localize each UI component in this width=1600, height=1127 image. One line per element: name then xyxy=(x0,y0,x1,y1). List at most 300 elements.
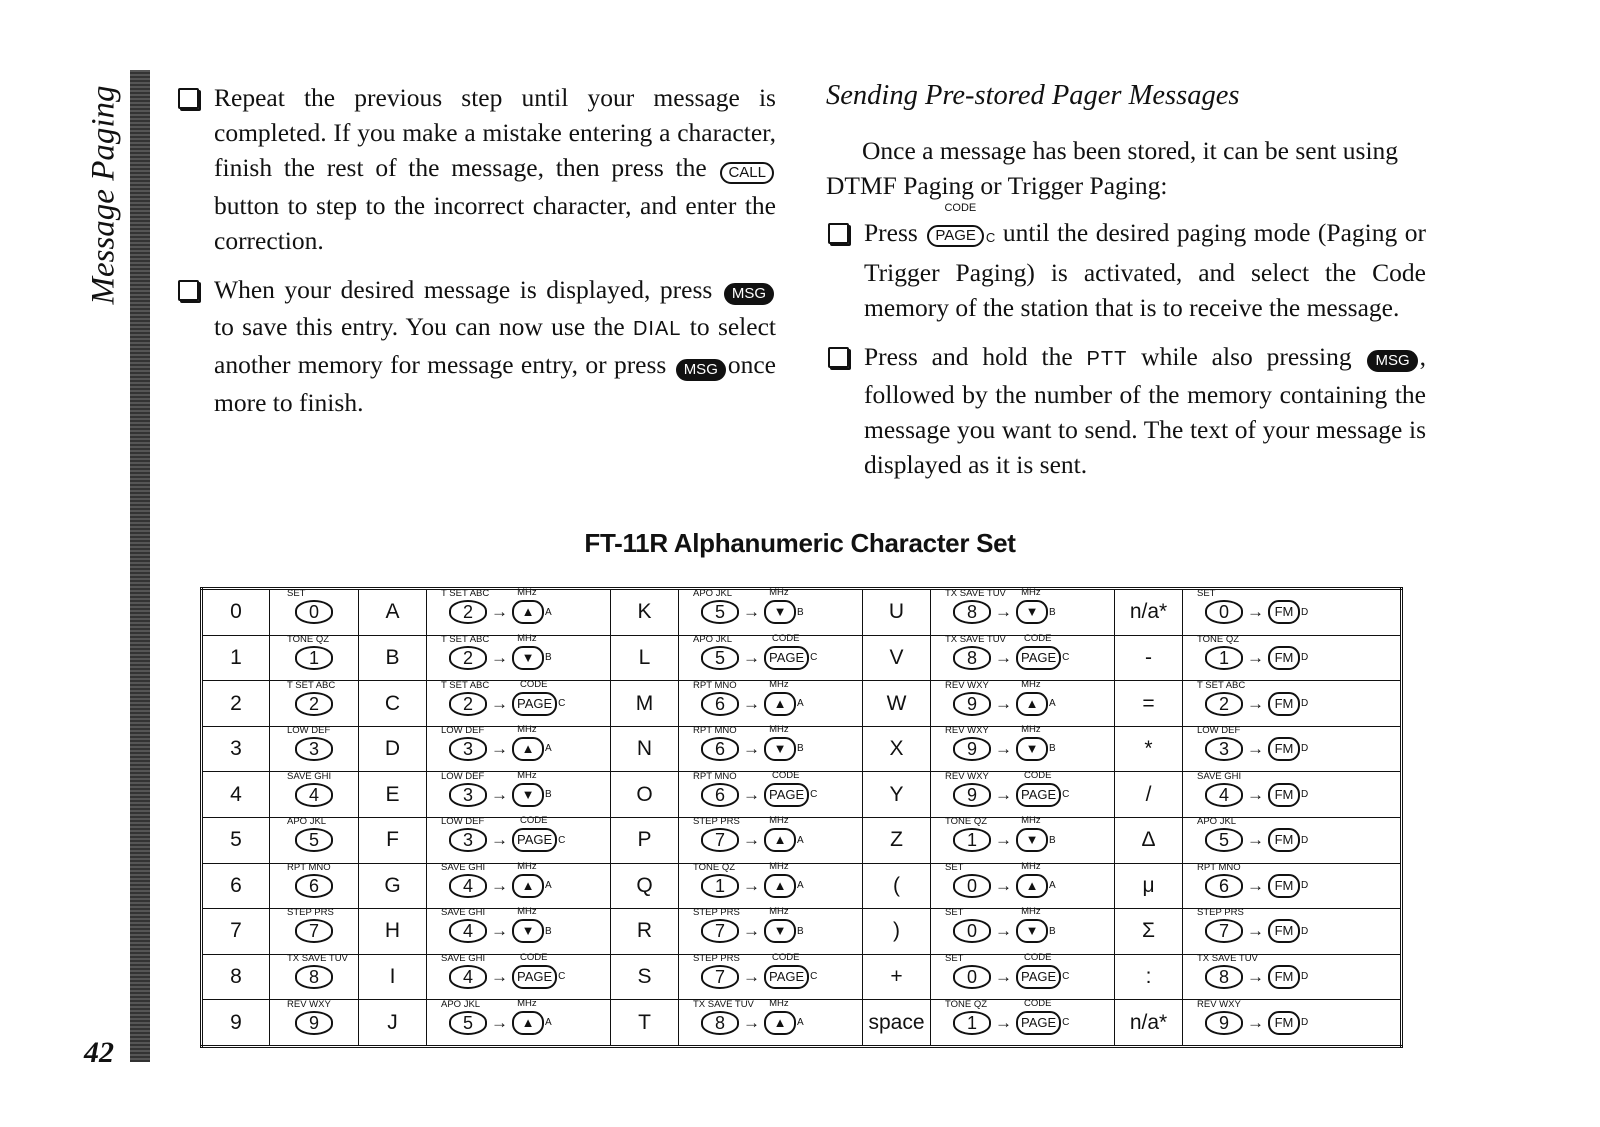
character-cell: + xyxy=(863,954,931,1000)
key-sequence-cell xyxy=(679,817,863,863)
text-run: Press xyxy=(864,218,926,247)
arrow-icon: → xyxy=(995,875,1012,895)
key-number: 5 xyxy=(701,600,739,624)
key-number: 6 xyxy=(295,874,333,898)
right-column xyxy=(826,78,1426,496)
key-function-label: CODE xyxy=(1023,632,1052,644)
key-symbol: ▲ xyxy=(764,874,796,898)
key-sequence-cell xyxy=(427,817,611,863)
key-function-label: CODE xyxy=(1023,769,1052,781)
key-sequence-cell xyxy=(270,726,359,772)
character-cell: M xyxy=(611,681,679,727)
key-suffix: A xyxy=(545,880,552,892)
key-suffix: C xyxy=(558,834,566,846)
key-number: 9 xyxy=(295,1011,333,1035)
table-row xyxy=(202,635,1402,681)
fm-key-icon xyxy=(1268,919,1308,943)
page-key-icon xyxy=(764,769,818,807)
key-function-label: SAVE GHI xyxy=(1197,770,1242,782)
number-key-icon xyxy=(1197,907,1244,943)
key-function-label: APO JKL xyxy=(693,588,733,600)
table-row xyxy=(202,589,1402,636)
key-function-label: TONE QZ xyxy=(945,816,988,828)
arrow-icon: → xyxy=(743,739,760,759)
character-cell: V xyxy=(863,635,931,681)
key-sequence-cell xyxy=(1183,1000,1402,1047)
key-suffix: B xyxy=(797,606,804,618)
text-run: while also pressing xyxy=(1127,341,1366,371)
number-key-icon xyxy=(441,861,487,898)
key-sequence-cell xyxy=(679,769,863,818)
key-number: 1 xyxy=(953,828,991,852)
key-number: 5 xyxy=(701,646,739,670)
arrow-icon: → xyxy=(995,647,1012,667)
fm-key-icon xyxy=(1268,1011,1308,1035)
key-suffix: C xyxy=(810,788,818,800)
key-function-label: APO JKL xyxy=(1197,816,1237,828)
key-sequence-cell xyxy=(1183,817,1402,863)
character-cell: K xyxy=(611,589,679,636)
page-key-icon xyxy=(1016,632,1070,670)
key-sequence-cell xyxy=(931,769,1115,818)
arrow-icon: → xyxy=(1247,921,1264,941)
key-symbol: ▼ xyxy=(764,919,796,943)
text-run: , followed by the number of the memory containing the message you want to send. The text of your message is displayed as it is sent. xyxy=(864,341,1426,479)
page-key-icon xyxy=(764,952,818,989)
key-sequence-cell xyxy=(679,632,863,681)
key-sequence-cell xyxy=(679,678,863,727)
character-cell: W xyxy=(863,681,931,727)
key-function-label: MHz xyxy=(517,860,537,872)
number-key-icon xyxy=(287,953,348,989)
key-function-label: SAVE GHI xyxy=(441,953,486,965)
key-function-label: SET xyxy=(945,953,964,965)
page-key-icon xyxy=(512,815,566,852)
number-key-icon xyxy=(287,861,333,898)
key-sequence-cell xyxy=(931,860,1115,909)
arrow-icon: → xyxy=(995,967,1012,987)
text-run: button to step to the incorrect character, and enter the correction. xyxy=(214,190,776,255)
key-suffix: D xyxy=(1301,697,1309,709)
arrow-icon: → xyxy=(743,784,760,804)
key-sequence-cell xyxy=(1183,726,1402,772)
key-function-label: LOW DEF xyxy=(287,725,331,737)
key-function-label: TONE QZ xyxy=(945,998,988,1010)
key-function-label: TX SAVE TUV xyxy=(945,633,1006,645)
table-row xyxy=(202,681,1402,727)
key-suffix: D xyxy=(1301,925,1309,937)
key-function-label: CODE xyxy=(519,815,548,827)
arrow-icon: → xyxy=(995,602,1012,622)
key-function-label: RPT MNO xyxy=(287,861,331,873)
key-sequence-cell xyxy=(931,632,1115,681)
key-suffix: A xyxy=(797,834,804,846)
arrow-icon: → xyxy=(743,693,760,713)
arrow-icon: → xyxy=(491,693,508,713)
key-suffix: B xyxy=(1049,743,1056,755)
character-cell: space xyxy=(863,1000,931,1047)
number-key-icon xyxy=(441,816,487,852)
arrow-icon: → xyxy=(1247,784,1264,804)
fm-key-icon xyxy=(1268,965,1308,989)
text-run: Repeat the previous step until your message is completed. If you make a mistake entering a character, finish the rest of the message, then press the xyxy=(214,83,776,182)
key-suffix: C xyxy=(558,971,566,983)
key-sequence-cell xyxy=(931,954,1115,1000)
number-key-icon xyxy=(693,907,740,943)
number-key-icon xyxy=(1197,679,1246,716)
key-number: 6 xyxy=(701,692,739,716)
character-cell: B xyxy=(359,635,427,681)
key-sequence-cell xyxy=(931,678,1115,727)
key-suffix: A xyxy=(545,743,552,755)
page-key-icon xyxy=(1016,997,1070,1035)
character-cell: S xyxy=(611,954,679,1000)
key-label: MSG xyxy=(724,283,774,305)
key-function-label: SAVE GHI xyxy=(441,861,486,873)
character-cell: 6 xyxy=(202,863,270,909)
key-number: 2 xyxy=(449,646,487,670)
key-symbol: PAGE xyxy=(1016,1011,1061,1035)
number-key-icon xyxy=(693,633,739,670)
number-key-icon xyxy=(287,770,333,807)
key-function-label: REV WXY xyxy=(287,998,331,1010)
section-title xyxy=(84,70,124,320)
key-symbol: FM xyxy=(1268,828,1300,852)
key-icon xyxy=(674,350,728,385)
key-symbol: ▼ xyxy=(1016,828,1048,852)
key-suffix: A xyxy=(1049,697,1056,709)
character-cell: N xyxy=(611,726,679,772)
key-suffix: D xyxy=(1301,971,1309,983)
key-symbol: PAGE xyxy=(764,646,809,670)
number-key-icon xyxy=(693,816,740,852)
key-function-label: MHz xyxy=(517,906,537,918)
key-sequence-cell xyxy=(1183,863,1402,909)
key-suffix: D xyxy=(1301,743,1309,755)
number-key-icon xyxy=(441,953,487,989)
key-symbol: FM xyxy=(1268,965,1300,989)
arrow-icon: → xyxy=(743,921,760,941)
key-function-label: SET xyxy=(1197,588,1216,600)
key-symbol: ▲ xyxy=(1016,874,1048,898)
key-function-label: RPT MNO xyxy=(1197,861,1241,873)
character-cell: I xyxy=(359,954,427,1000)
number-key-icon xyxy=(287,725,333,761)
key-number: 0 xyxy=(1205,600,1243,624)
key-symbol: FM xyxy=(1268,783,1300,807)
key-symbol: FM xyxy=(1268,600,1300,624)
key-sequence-cell xyxy=(427,906,611,955)
control-name: PTT xyxy=(1086,347,1128,370)
arrow-icon: → xyxy=(491,875,508,895)
key-function-label: SET xyxy=(287,588,306,600)
character-cell: = xyxy=(1115,681,1183,727)
key-number: 5 xyxy=(295,828,333,852)
key-symbol: PAGE xyxy=(1016,646,1061,670)
arrow-icon: → xyxy=(491,830,508,850)
arrow-icon: → xyxy=(995,693,1012,713)
key-function-label: APO JKL xyxy=(287,816,327,828)
arrow-icon: → xyxy=(1247,875,1264,895)
key-function-label: SAVE GHI xyxy=(287,770,332,782)
key-symbol: PAGE xyxy=(512,965,557,989)
key-icon xyxy=(1365,341,1419,376)
key-number: 6 xyxy=(1205,874,1243,898)
character-cell: T xyxy=(611,1000,679,1047)
character-cell: 3 xyxy=(202,726,270,772)
key-number: 1 xyxy=(295,646,333,670)
number-key-icon xyxy=(1197,770,1243,807)
arrow-icon: → xyxy=(743,830,760,850)
key-suffix: D xyxy=(1301,834,1309,846)
key-number: 7 xyxy=(701,828,739,852)
arrow-icon: → xyxy=(995,830,1012,850)
key-suffix: B xyxy=(545,925,552,937)
arrow-icon: → xyxy=(995,921,1012,941)
key-number: 9 xyxy=(953,692,991,716)
control-name: DIAL xyxy=(632,318,682,341)
key-function-label: APO JKL xyxy=(693,633,733,645)
key-function-label: SAVE GHI xyxy=(441,907,486,919)
key-number: 7 xyxy=(1205,919,1243,943)
key-suffix: C xyxy=(1062,652,1070,664)
up-key-icon xyxy=(764,997,804,1035)
key-number: 0 xyxy=(295,600,333,624)
key-number: 4 xyxy=(449,919,487,943)
key-number: 8 xyxy=(701,1011,739,1035)
character-cell: H xyxy=(359,909,427,955)
number-key-icon xyxy=(945,770,991,807)
down-key-icon xyxy=(1016,906,1056,943)
key-function-label: CODE xyxy=(771,769,800,781)
down-key-icon xyxy=(764,587,804,624)
number-key-icon xyxy=(287,907,334,943)
character-cell: ) xyxy=(863,909,931,955)
character-cell: D xyxy=(359,726,427,772)
key-sequence-cell xyxy=(679,906,863,955)
key-symbol: ▲ xyxy=(512,600,544,624)
character-cell: X xyxy=(863,726,931,772)
page-key-icon xyxy=(512,952,566,989)
key-suffix: A xyxy=(545,1016,552,1028)
key-suffix: B xyxy=(797,925,804,937)
key-number: 0 xyxy=(953,965,991,989)
key-number: 9 xyxy=(1205,1011,1243,1035)
key-number: 3 xyxy=(449,828,487,852)
number-key-icon xyxy=(693,770,739,807)
section-heading: Sending Pre-stored Pager Messages xyxy=(826,80,1240,111)
key-symbol: FM xyxy=(1268,646,1300,670)
key-function-label: REV WXY xyxy=(1197,998,1241,1010)
key-suffix: C xyxy=(1062,1016,1070,1028)
key-function-label: MHz xyxy=(769,678,789,690)
character-cell: n/a* xyxy=(1115,1000,1183,1047)
checkbox-bullet-icon xyxy=(828,347,849,368)
key-sequence-cell xyxy=(1183,589,1402,636)
key-function-label: MHz xyxy=(769,906,789,918)
arrow-icon: → xyxy=(743,875,760,895)
key-number: 2 xyxy=(295,692,333,716)
down-key-icon xyxy=(1016,724,1056,761)
arrow-icon: → xyxy=(491,784,508,804)
key-sequence-cell xyxy=(1183,681,1402,727)
key-suffix: A xyxy=(797,880,804,892)
character-cell: - xyxy=(1115,635,1183,681)
number-key-icon xyxy=(441,998,487,1035)
key-symbol: PAGE xyxy=(764,783,809,807)
key-sequence-cell xyxy=(427,769,611,818)
key-sequence-cell xyxy=(679,997,863,1047)
arrow-icon: → xyxy=(1247,693,1264,713)
number-key-icon xyxy=(945,725,991,761)
key-suffix: A xyxy=(545,606,552,618)
number-key-icon xyxy=(1197,633,1243,670)
page-number: 42 xyxy=(84,1036,114,1069)
key-symbol: ▲ xyxy=(764,828,796,852)
page-key-icon xyxy=(512,678,566,716)
key-secondary-label: CODE xyxy=(944,201,977,214)
key-suffix: C xyxy=(1062,788,1070,800)
key-number: 3 xyxy=(1205,737,1243,761)
key-function-label: RPT MNO xyxy=(693,679,737,691)
text-run: until the desired paging mode (Paging or Trigger Paging) is activated, and select the Code memory of the station that is to receive the message. xyxy=(864,218,1426,322)
number-key-icon xyxy=(441,633,490,670)
key-symbol: PAGE xyxy=(1016,965,1061,989)
character-cell: Z xyxy=(863,817,931,863)
section-title-text: Message Paging xyxy=(85,85,122,305)
key-function-label: STEP PRS xyxy=(693,907,740,919)
key-number: 8 xyxy=(295,965,333,989)
table-row xyxy=(202,772,1402,818)
key-symbol: ▼ xyxy=(512,919,544,943)
character-cell: 7 xyxy=(202,909,270,955)
number-key-icon xyxy=(945,998,991,1035)
text-run: Press and hold the xyxy=(864,341,1087,371)
key-number: 4 xyxy=(449,965,487,989)
key-number: 8 xyxy=(1205,965,1243,989)
key-function-label: T SET ABC xyxy=(441,679,490,691)
key-number: 9 xyxy=(953,783,991,807)
key-number: 3 xyxy=(449,783,487,807)
arrow-icon: → xyxy=(995,784,1012,804)
key-suffix: A xyxy=(1049,880,1056,892)
arrow-icon: → xyxy=(491,921,508,941)
key-function-label: MHz xyxy=(1021,815,1041,827)
key-icon xyxy=(722,274,776,309)
intro-paragraph: Once a message has been stored, it can be sent using DTMF Paging or Trigger Paging: xyxy=(826,136,1399,200)
fm-key-icon xyxy=(1268,783,1308,807)
key-number: 0 xyxy=(953,919,991,943)
number-key-icon xyxy=(945,907,991,943)
text-run: When your desired message is displayed, press xyxy=(214,274,722,304)
arrow-icon: → xyxy=(491,647,508,667)
key-function-label: MHz xyxy=(1021,678,1041,690)
key-function-label: STEP PRS xyxy=(693,953,740,965)
character-cell: G xyxy=(359,863,427,909)
character-cell: 2 xyxy=(202,681,270,727)
character-cell: Σ xyxy=(1115,909,1183,955)
key-function-label: MHz xyxy=(769,724,789,736)
key-sequence-cell xyxy=(270,1000,359,1047)
arrow-icon: → xyxy=(995,1012,1012,1032)
arrow-icon: → xyxy=(491,739,508,759)
key-function-label: MHz xyxy=(1021,860,1041,872)
key-sequence-cell xyxy=(427,678,611,727)
down-key-icon xyxy=(764,724,804,761)
up-key-icon xyxy=(512,587,552,624)
key-label: CALL xyxy=(720,162,774,184)
key-function-label: MHz xyxy=(517,769,537,781)
number-key-icon xyxy=(945,633,1006,670)
key-symbol: ▼ xyxy=(1016,919,1048,943)
key-function-label: CODE xyxy=(771,952,800,964)
character-cell: Δ xyxy=(1115,817,1183,863)
key-symbol: ▼ xyxy=(512,783,544,807)
key-function-label: REV WXY xyxy=(945,679,989,691)
arrow-icon: → xyxy=(1247,967,1264,987)
key-suffix: B xyxy=(1049,834,1056,846)
key-symbol: FM xyxy=(1268,1011,1300,1035)
up-key-icon xyxy=(1016,678,1056,716)
key-label: PAGE xyxy=(927,225,984,247)
character-cell: O xyxy=(611,772,679,818)
table-row xyxy=(202,817,1402,863)
key-sequence-cell xyxy=(679,589,863,636)
character-cell: J xyxy=(359,1000,427,1047)
table-title: FT-11R Alphanumeric Character Set xyxy=(584,528,1016,558)
key-number: 4 xyxy=(1205,783,1243,807)
left-column xyxy=(176,80,776,434)
table-row xyxy=(202,726,1402,772)
key-number: 5 xyxy=(449,1011,487,1035)
character-cell: : xyxy=(1115,954,1183,1000)
key-sequence-cell xyxy=(1183,954,1402,1000)
character-cell: 9 xyxy=(202,1000,270,1047)
key-number: 7 xyxy=(295,919,333,943)
character-set-table xyxy=(200,587,1403,1048)
key-function-label: LOW DEF xyxy=(441,770,485,782)
key-sequence-cell xyxy=(270,817,359,863)
arrow-icon: → xyxy=(743,1012,760,1032)
down-key-icon xyxy=(764,906,804,943)
key-number: 3 xyxy=(295,737,333,761)
key-function-label: LOW DEF xyxy=(1197,725,1241,737)
key-sequence-cell xyxy=(427,997,611,1047)
arrow-icon: → xyxy=(743,647,760,667)
key-function-label: T SET ABC xyxy=(441,588,490,600)
character-cell: P xyxy=(611,817,679,863)
checkbox-bullet-icon xyxy=(178,88,199,109)
key-symbol: PAGE xyxy=(512,828,557,852)
key-symbol: PAGE xyxy=(1016,783,1061,807)
key-sequence-cell xyxy=(679,954,863,1000)
key-icon xyxy=(925,201,996,255)
bullet-item xyxy=(176,80,776,258)
key-number: 2 xyxy=(449,692,487,716)
number-key-icon xyxy=(693,679,739,716)
up-key-icon xyxy=(1016,860,1056,898)
key-symbol: ▲ xyxy=(512,874,544,898)
key-sequence-cell xyxy=(931,589,1115,636)
key-suffix: B xyxy=(545,788,552,800)
key-suffix: C xyxy=(985,229,996,245)
fm-key-icon xyxy=(1268,874,1308,898)
number-key-icon xyxy=(693,725,739,761)
key-symbol: PAGE xyxy=(764,965,809,989)
key-number: 1 xyxy=(953,1011,991,1035)
key-function-label: STEP PRS xyxy=(1197,907,1244,919)
fm-key-icon xyxy=(1268,600,1308,624)
